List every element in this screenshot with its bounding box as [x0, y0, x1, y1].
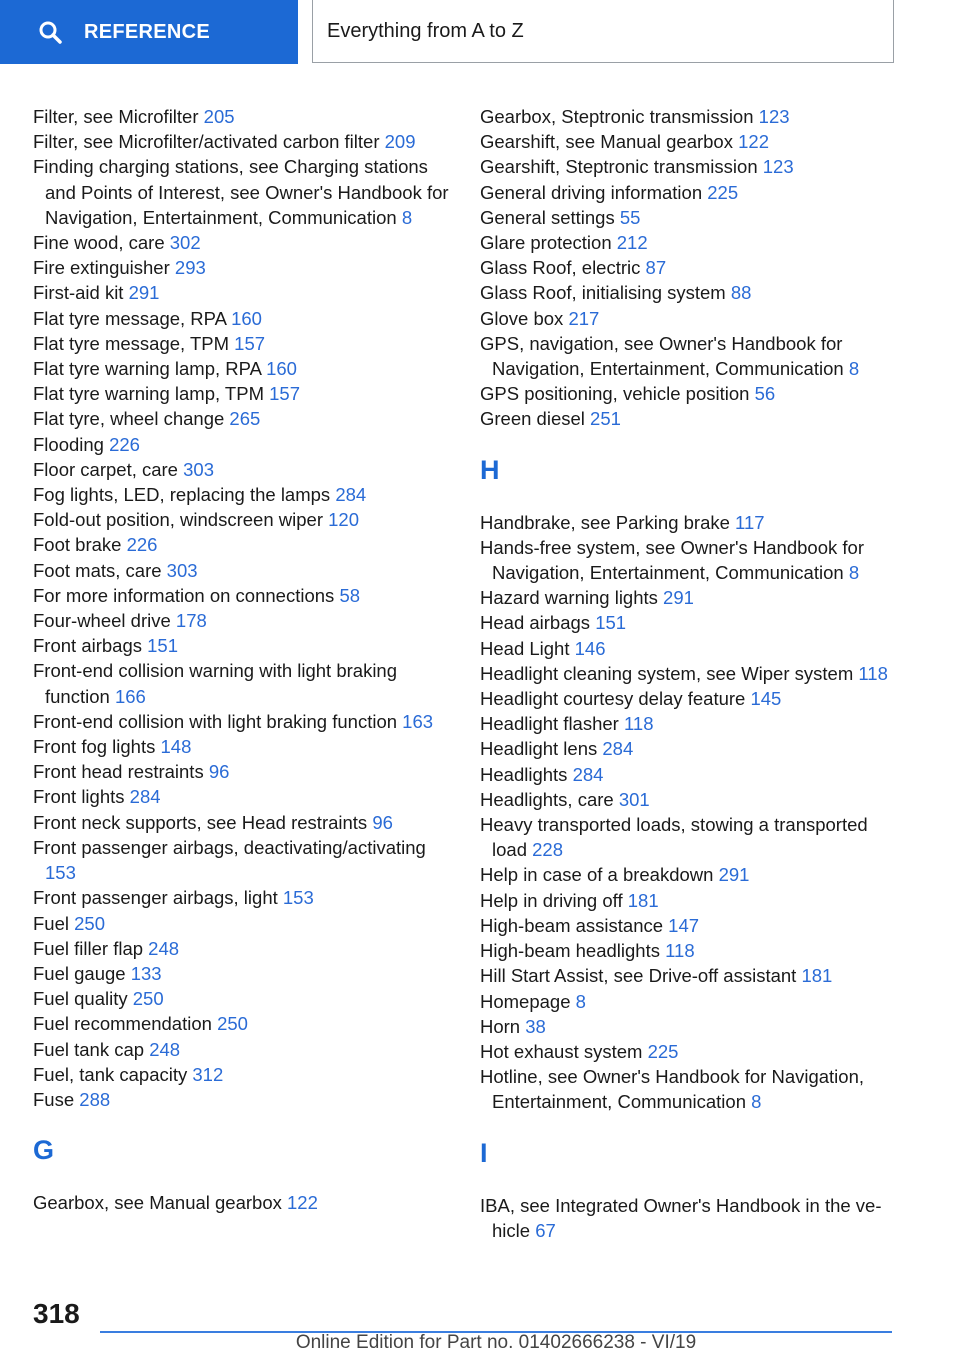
page-reference-link[interactable]: 212 [616, 232, 648, 254]
index-entry-text: Flat tyre message, RPA [33, 307, 226, 329]
index-entry-text: Glass Roof, electric [480, 257, 641, 279]
index-entry [480, 1014, 900, 1039]
index-entry-text: Head Light [480, 637, 570, 659]
page-reference-link[interactable]: 88 [730, 282, 752, 304]
index-entry [33, 658, 453, 708]
page-reference-link[interactable]: 151 [595, 612, 627, 634]
index-entry [480, 963, 900, 988]
index-entry [480, 762, 900, 787]
page-reference-link[interactable]: 133 [130, 962, 162, 984]
index-entry [480, 535, 900, 585]
page-reference-link[interactable]: 122 [287, 1192, 318, 1214]
index-entry [33, 507, 453, 532]
index-entry-text: Flat tyre message, TPM [33, 332, 230, 354]
page-reference-link[interactable]: 209 [384, 131, 416, 153]
index-entry [33, 1062, 453, 1087]
page-reference-link[interactable]: 284 [335, 484, 367, 506]
index-entry [33, 759, 453, 784]
index-entry [480, 306, 900, 331]
page-reference-link[interactable]: 117 [735, 511, 765, 533]
index-entry [33, 810, 453, 835]
index-entry [480, 230, 900, 255]
index-entry-text: Fuel filler flap [33, 937, 144, 959]
index-entry-text: First-aid kit [33, 282, 124, 304]
index-entry [33, 936, 453, 961]
index-entry [480, 104, 900, 129]
page-reference-link[interactable]: 8 [401, 206, 413, 228]
index-entry-text: Headlight courtesy delay feature [480, 688, 746, 710]
page-reference-link[interactable]: 284 [572, 763, 604, 785]
index-entry [480, 205, 900, 230]
index-entry-text: Homepage [480, 990, 571, 1012]
index-entry [480, 406, 900, 431]
reference-tab[interactable] [0, 0, 298, 64]
index-entry-text: Headlight lens [480, 738, 598, 760]
page-reference-link[interactable]: 291 [718, 864, 750, 886]
index-entry-text: Foot brake [33, 534, 122, 556]
index-entry-text: Fuse [33, 1088, 75, 1110]
edition-note: Online Edition for Part no. 01402666238 - VI/19 [295, 1332, 697, 1353]
index-list-h [480, 510, 900, 1115]
page-number: 318 [33, 1298, 80, 1329]
index-list-f [33, 104, 453, 1112]
page-reference-link[interactable]: 163 [402, 710, 434, 732]
page-reference-link[interactable]: 67 [535, 1219, 556, 1241]
index-entry-text: Heavy transported loads, stowing a transported load [480, 814, 868, 861]
index-entry [33, 129, 453, 154]
page-reference-link[interactable]: 8 [575, 990, 586, 1012]
page-reference-link[interactable]: 153 [45, 862, 76, 884]
index-entry-text: Hot exhaust system [480, 1040, 643, 1062]
index-entry-text: Flooding [33, 433, 104, 455]
index-entry-text: High-beam headlights [480, 940, 660, 962]
index-entry [480, 331, 900, 381]
index-entry [33, 709, 453, 734]
index-entry-text: Flat tyre, wheel change [33, 408, 225, 430]
index-entry [33, 532, 453, 557]
page-reference-link[interactable]: 160 [266, 358, 297, 380]
index-entry [480, 989, 900, 1014]
page-reference-link[interactable]: 118 [623, 713, 654, 735]
page-reference-link[interactable]: 250 [217, 1013, 248, 1035]
index-entry-text: Hands-free system, see Owner's Handbook for Navigation, Entertainment, Communication [480, 536, 864, 584]
page-reference-link[interactable]: 205 [203, 106, 235, 127]
page-reference-link[interactable]: 181 [801, 965, 833, 987]
index-entry-text: Fuel, tank capacity [33, 1063, 188, 1085]
index-entry-text: Fire extinguisher [33, 257, 170, 279]
section-letter-i: I [480, 1137, 488, 1168]
index-entry [480, 255, 900, 280]
index-entry-text: Finding charging stations, see Charging stations and Points of Interest, see Owner's Handbook for Navigation, Entertainment, Communication [33, 156, 449, 228]
index-entry-text: Front-end collision warning with light braking function [33, 660, 398, 707]
index-entry [480, 938, 900, 963]
index-entry [33, 104, 453, 129]
page-reference-link[interactable]: 148 [160, 736, 192, 758]
index-entry-text: Foot mats, care [33, 559, 162, 581]
page-reference-link[interactable]: 284 [129, 786, 161, 808]
index-entry [33, 1037, 453, 1062]
page-reference-link[interactable]: 248 [148, 937, 180, 959]
index-entry-text: Headlight flasher [480, 713, 619, 735]
index-entry [33, 784, 453, 809]
index-entry [480, 686, 900, 711]
index-entry [480, 280, 900, 305]
page-reference-link[interactable]: 226 [109, 433, 140, 455]
index-entry-text: Flat tyre warning lamp, RPA [33, 358, 261, 380]
search-icon [38, 19, 64, 45]
index-entry-text: Floor carpet, care [33, 458, 178, 480]
index-entry [33, 331, 453, 356]
index-entry [480, 812, 900, 862]
index-entry-text: For more information on connections [33, 584, 335, 606]
index-entry-text: Glass Roof, initialising system [480, 282, 726, 304]
index-entry [480, 381, 900, 406]
index-entry-text: Gearbox, Steptronic transmission [480, 106, 754, 127]
page-reference-link[interactable]: 265 [229, 408, 261, 430]
index-entry-text: General settings [480, 206, 615, 228]
index-entry [33, 885, 453, 910]
page-header [312, 0, 894, 63]
page-title: Everything from A to Z [327, 19, 524, 42]
index-entry [480, 510, 900, 535]
page-reference-link[interactable]: 225 [707, 181, 739, 203]
index-entry [480, 711, 900, 736]
index-entry [33, 482, 453, 507]
page-reference-link[interactable]: 178 [175, 610, 207, 632]
page-reference-link[interactable]: 55 [619, 206, 641, 228]
page-reference-link[interactable]: 228 [532, 839, 563, 861]
index-list-g-continued [480, 104, 900, 432]
index-entry [480, 585, 900, 610]
index-entry [480, 661, 900, 686]
index-entry [480, 610, 900, 635]
index-entry [33, 1087, 453, 1112]
index-entry-text: Fine wood, care [33, 232, 165, 254]
index-entry [480, 1193, 900, 1243]
index-entry-text: Hotline, see Owner's Handbook for Navigation, Entertainment, Communication [480, 1066, 865, 1113]
index-entry-text: Help in case of a breakdown [480, 864, 714, 886]
page-reference-link[interactable]: 225 [647, 1040, 679, 1062]
page-reference-link[interactable]: 38 [525, 1015, 546, 1037]
index-entry-text: Front passenger airbags, deactivating/activating [33, 836, 426, 858]
index-entry-text: Glare protection [480, 232, 612, 254]
index-entry-text: IBA, see Integrated Owner's Handbook in the vehicle [480, 1194, 882, 1241]
page-reference-link[interactable]: 145 [750, 688, 782, 710]
index-entry-text: Front head restraints [33, 761, 204, 783]
page-reference-link[interactable]: 87 [645, 257, 667, 279]
page-reference-link[interactable]: 181 [627, 889, 659, 911]
index-entry-text: Handbrake, see Parking brake [480, 511, 730, 533]
section-letter-g: G [33, 1135, 55, 1166]
page-reference-link[interactable]: 166 [114, 685, 146, 707]
section-label: REFERENCE [84, 20, 211, 43]
index-entry-text: Front-end collision with light braking function [33, 710, 398, 732]
index-entry [33, 608, 453, 633]
index-entry-text: Help in driving off [480, 889, 623, 911]
index-entry [480, 787, 900, 812]
page-reference-link[interactable]: 157 [234, 332, 266, 354]
index-entry-text: GPS, navigation, see Owner's Handbook for Navigation, Entertainment, Communication [480, 332, 844, 380]
index-entry-text: Front airbags [33, 635, 142, 657]
index-entry [480, 913, 900, 938]
page-reference-link[interactable]: 284 [602, 738, 634, 760]
page-reference-link[interactable]: 302 [169, 232, 201, 254]
index-entry-text: Headlights [480, 763, 568, 785]
index-entry [33, 633, 453, 658]
index-entry-text: Fog lights, LED, replacing the lamps [33, 484, 331, 506]
page-reference-link[interactable]: 146 [574, 637, 606, 659]
page-reference-link[interactable]: 123 [758, 106, 790, 127]
index-entry [33, 154, 453, 230]
page-reference-link[interactable]: 157 [269, 383, 300, 405]
index-entry [480, 1064, 900, 1114]
index-entry [33, 734, 453, 759]
page-reference-link[interactable]: 123 [762, 156, 794, 178]
index-entry-text: Hazard warning lights [480, 587, 658, 609]
index-entry-text: Fuel [33, 912, 69, 934]
page-reference-link[interactable]: 248 [149, 1038, 181, 1060]
page-reference-link[interactable]: 151 [147, 635, 179, 657]
index-entry [33, 1190, 453, 1215]
index-entry [480, 888, 900, 913]
index-entry-text: Front neck supports, see Head restraints [33, 811, 368, 833]
index-entry-text: Glove box [480, 307, 564, 329]
index-entry [33, 356, 453, 381]
page-reference-link[interactable]: 303 [183, 458, 214, 480]
index-list-g [33, 1190, 453, 1215]
index-entry-text: Gearshift, Steptronic transmission [480, 156, 758, 178]
index-entry-text: Fold-out position, windscreen wiper [33, 509, 323, 531]
index-entry [480, 636, 900, 661]
page-reference-link[interactable]: 288 [79, 1088, 111, 1110]
page-reference-link[interactable]: 251 [590, 408, 621, 430]
index-entry [480, 862, 900, 887]
index-entry [33, 558, 453, 583]
page-reference-link[interactable]: 96 [372, 811, 393, 833]
index-column-left [33, 104, 453, 1215]
index-entry [33, 961, 453, 986]
index-entry-text: Fuel quality [33, 988, 128, 1010]
index-entry-text: Fuel gauge [33, 962, 126, 984]
index-entry-text: Gearbox, see Manual gearbox [33, 1192, 282, 1214]
page-reference-link[interactable]: 58 [339, 584, 361, 606]
section-letter-h: H [480, 454, 500, 485]
index-entry [33, 986, 453, 1011]
page-reference-link[interactable]: 120 [328, 509, 359, 531]
page-reference-link[interactable]: 250 [74, 912, 106, 934]
index-entry-text: General driving information [480, 181, 703, 203]
index-entry-text: Filter, see Microfilter/activated carbon filter [33, 131, 380, 153]
page-reference-link[interactable]: 217 [568, 307, 600, 329]
index-entry [33, 381, 453, 406]
index-column-right [480, 104, 900, 1243]
page-reference-link[interactable]: 312 [192, 1063, 224, 1085]
page-reference-link[interactable]: 250 [132, 988, 164, 1010]
index-entry [33, 835, 453, 885]
page-reference-link[interactable]: 153 [282, 887, 314, 909]
page-reference-link[interactable]: 147 [668, 914, 700, 936]
index-entry-text: GPS positioning, vehicle position [480, 383, 750, 405]
page-reference-link[interactable]: 118 [858, 662, 888, 684]
page-reference-link[interactable]: 293 [174, 257, 206, 279]
index-entry [33, 432, 453, 457]
index-entry-text: Horn [480, 1015, 521, 1037]
index-entry-text: Flat tyre warning lamp, TPM [33, 383, 264, 405]
index-entry [480, 1039, 900, 1064]
index-entry [33, 457, 453, 482]
index-entry-text: Headlights, care [480, 788, 614, 810]
page-reference-link[interactable]: 96 [208, 761, 230, 783]
index-entry-text: Front fog lights [33, 736, 156, 758]
page-reference-link[interactable]: 122 [738, 131, 769, 153]
page-reference-link[interactable]: 56 [754, 383, 776, 405]
page-reference-link[interactable]: 291 [128, 282, 160, 304]
index-entry-text: Gearshift, see Manual gearbox [480, 131, 733, 153]
index-entry [480, 180, 900, 205]
page-reference-link[interactable]: 301 [618, 788, 650, 810]
index-entry-text: High-beam assistance [480, 914, 664, 936]
page-reference-link[interactable]: 303 [166, 559, 198, 581]
index-entry [480, 129, 900, 154]
page-reference-link[interactable]: 8 [751, 1091, 762, 1113]
page-reference-link[interactable]: 8 [848, 562, 860, 584]
index-entry-text: Fuel recommendation [33, 1013, 212, 1035]
index-entry [33, 911, 453, 936]
index-entry-text: Green diesel [480, 408, 585, 430]
index-entry [33, 230, 453, 255]
page-reference-link[interactable]: 291 [663, 587, 694, 609]
index-entry-text: Head airbags [480, 612, 591, 634]
index-entry-text: Headlight cleaning system, see Wiper system [480, 662, 854, 684]
index-entry [33, 280, 453, 305]
index-entry [33, 1011, 453, 1036]
page-reference-link[interactable]: 8 [848, 358, 860, 380]
page-reference-link[interactable]: 226 [126, 534, 158, 556]
index-entry-text: Front passenger airbags, light [33, 887, 278, 909]
index-entry-text: Front lights [33, 786, 125, 808]
index-entry [33, 406, 453, 431]
index-entry-text: Hill Start Assist, see Drive-off assistant [480, 965, 797, 987]
index-entry-text: Filter, see Microfilter [33, 106, 199, 127]
index-entry [33, 255, 453, 280]
index-entry [33, 583, 453, 608]
index-entry [480, 154, 900, 179]
index-entry [480, 736, 900, 761]
page-reference-link[interactable]: 118 [665, 940, 695, 962]
index-entry-text: Four-wheel drive [33, 610, 171, 632]
index-list-i [480, 1193, 900, 1243]
page-reference-link[interactable]: 160 [231, 307, 262, 329]
index-entry-text: Fuel tank cap [33, 1038, 145, 1060]
index-entry [33, 306, 453, 331]
